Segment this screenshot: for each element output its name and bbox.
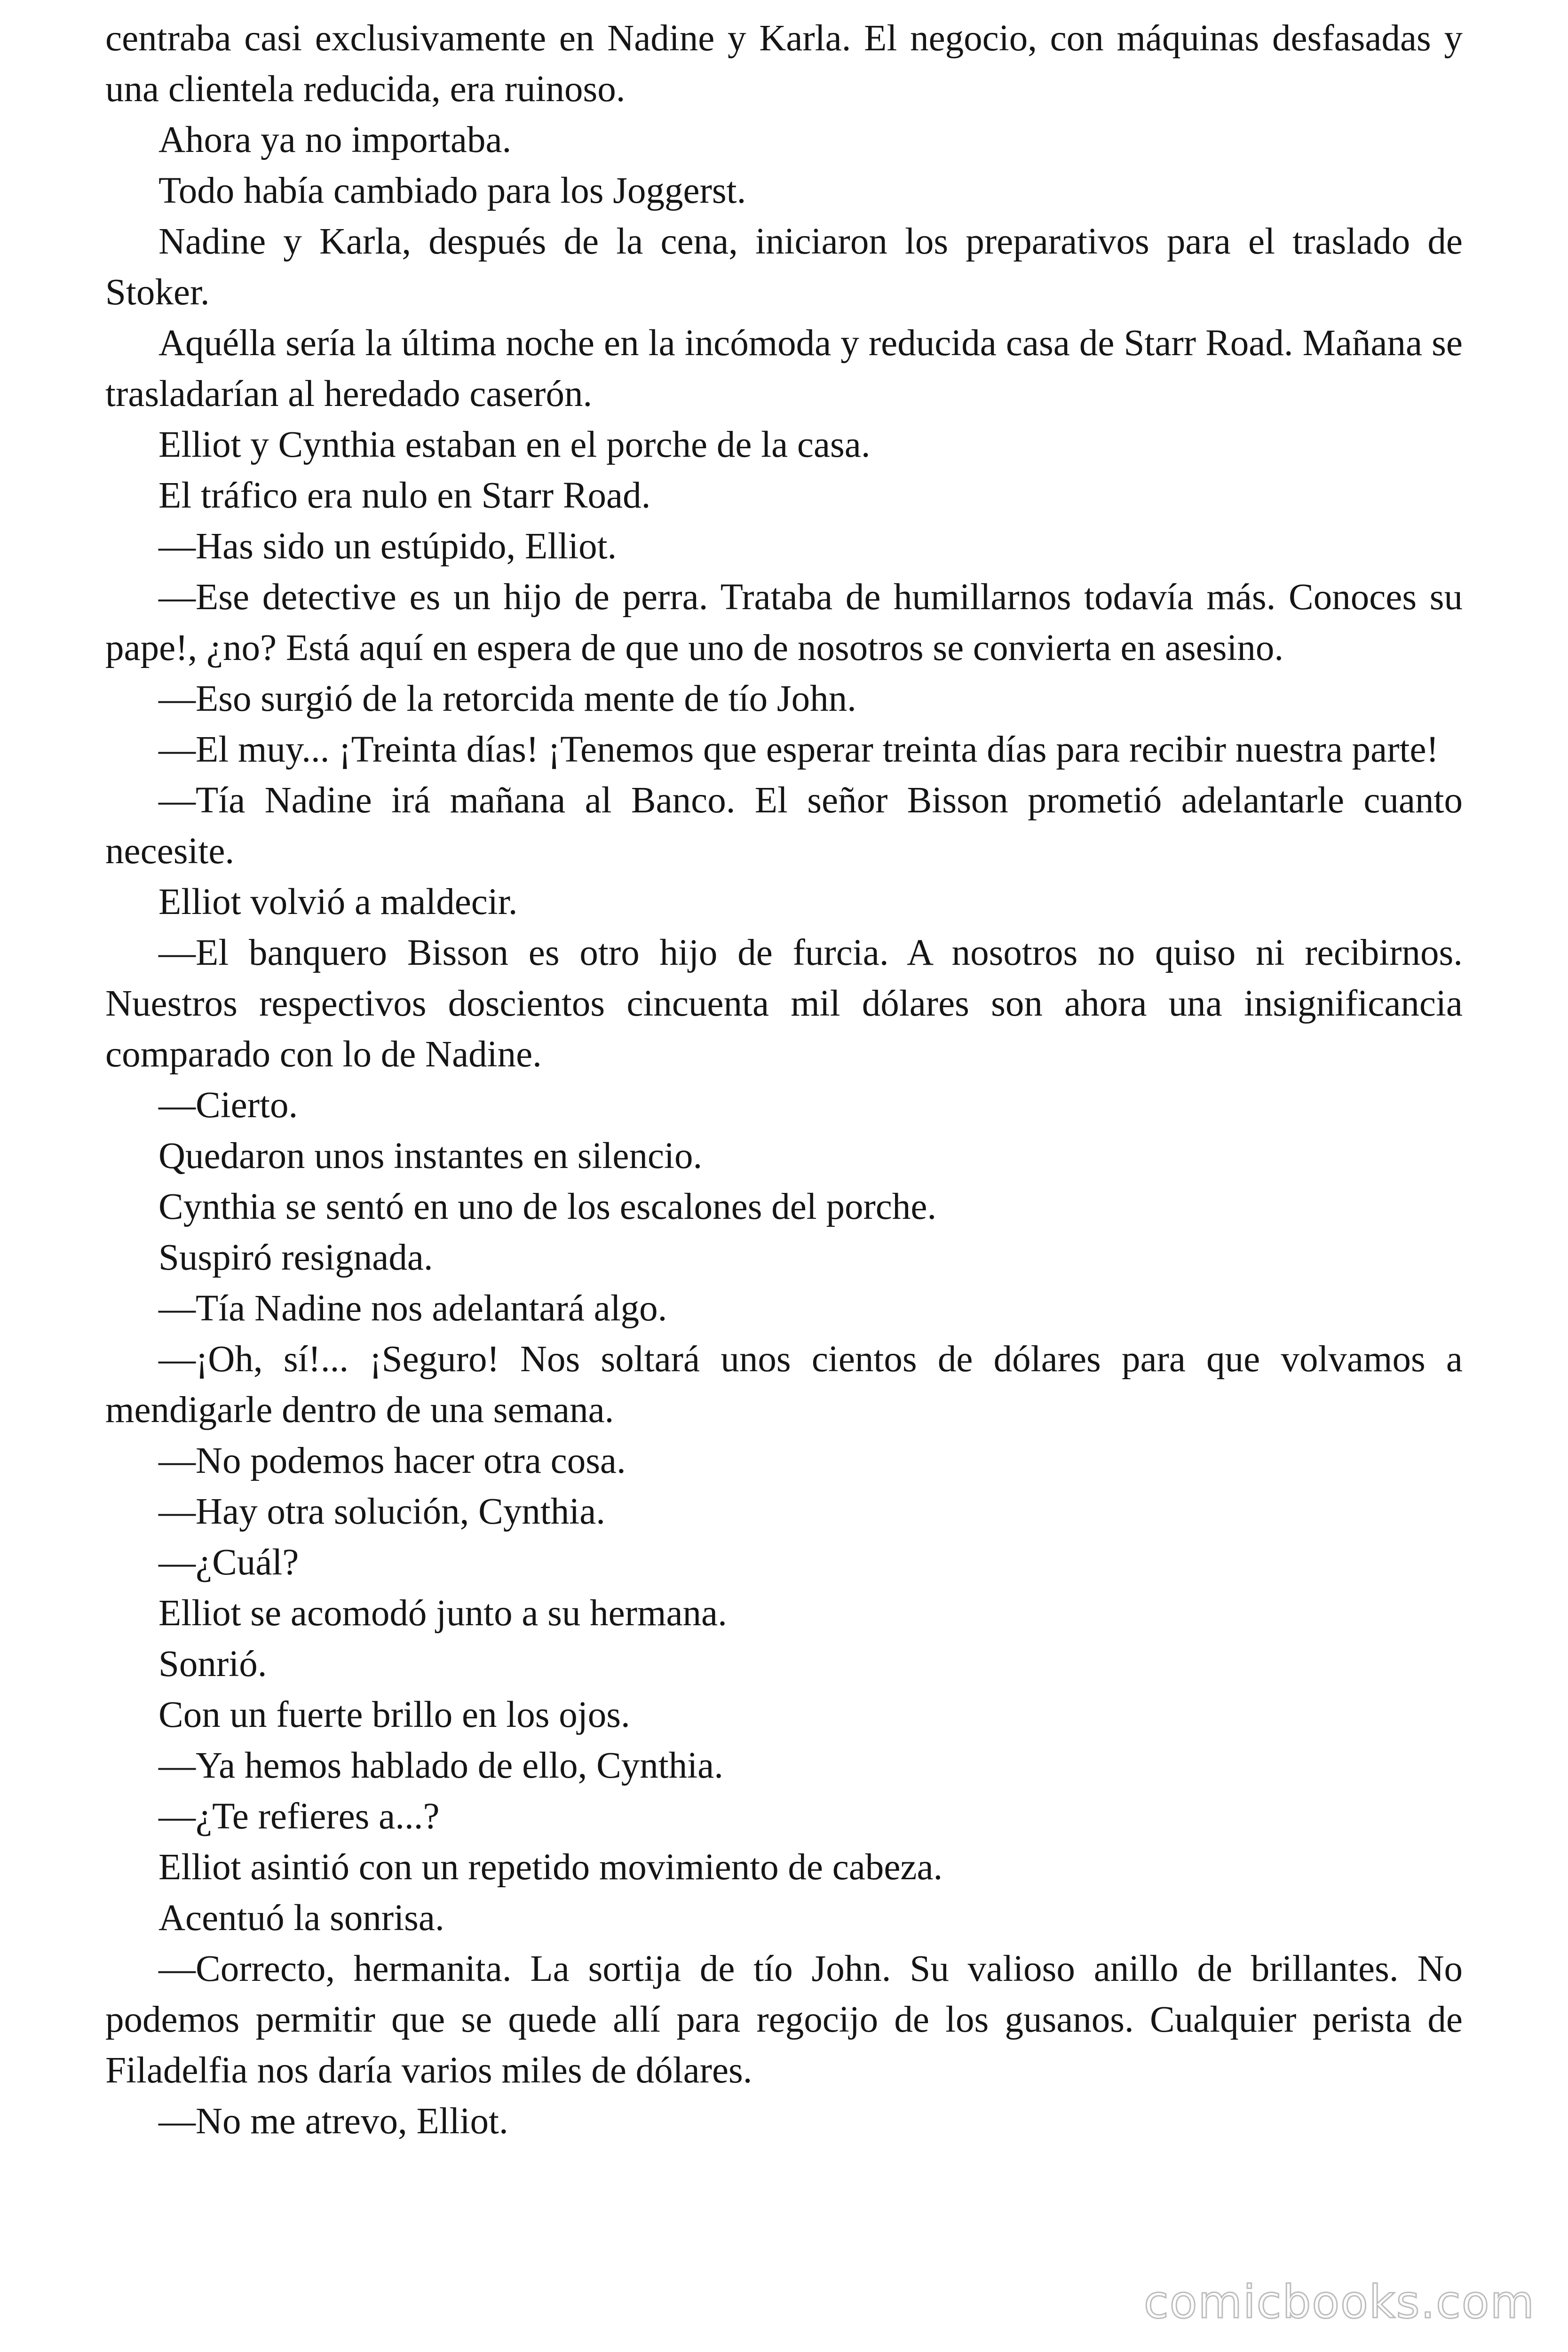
paragraph: Ahora ya no importaba. — [158, 119, 512, 160]
paragraph: Elliot asintió con un repetido movimiento de cabeza. — [158, 1847, 943, 1888]
paragraph: —Cierto. — [158, 1085, 298, 1126]
paragraph: Aquélla sería la última noche en la incómoda y reducida casa de Starr Road. Mañana se trasladarían al heredado caserón. — [105, 323, 1463, 414]
paragraph: —Hay otra solución, Cynthia. — [158, 1491, 606, 1532]
paragraph: —El muy... ¡Treinta días! ¡Tenemos que esperar treinta días para recibir nuestra parte! — [158, 729, 1439, 770]
paragraph: —Tía Nadine irá mañana al Banco. El señor Bisson prometió adelantarle cuanto necesite. — [105, 780, 1463, 872]
paragraph: —No me atrevo, Elliot. — [158, 2101, 508, 2142]
paragraph: —Tía Nadine nos adelantará algo. — [158, 1288, 667, 1329]
paragraph: Elliot se acomodó junto a su hermana. — [158, 1593, 727, 1634]
paragraph: —Eso surgió de la retorcida mente de tío John. — [158, 678, 856, 719]
paragraph: —Correcto, hermanita. La sortija de tío John. Su valioso anillo de brillantes. No podemos permitir que se quede allí para regocijo de los gusanos. Cualquier perista de Filadelfia nos daría varios miles de dólares. — [105, 1948, 1463, 2091]
paragraph: Elliot volvió a maldecir. — [158, 882, 518, 922]
paragraph: Nadine y Karla, después de la cena, iniciaron los preparativos para el traslado de Stoker. — [105, 221, 1463, 313]
paragraph: —¡Oh, sí!... ¡Seguro! Nos soltará unos cientos de dólares para que volvamos a mendigarle dentro de una semana. — [105, 1339, 1463, 1430]
paragraph: —Ya hemos hablado de ello, Cynthia. — [158, 1745, 723, 1786]
paragraph: Con un fuerte brillo en los ojos. — [158, 1694, 630, 1735]
paragraph: Todo había cambiado para los Joggerst. — [158, 170, 746, 211]
paragraph: Cynthia se sentó en uno de los escalones del porche. — [158, 1186, 937, 1227]
paragraph: —El banquero Bisson es otro hijo de furcia. A nosotros no quiso ni recibirnos. Nuestros respectivos doscientos cincuenta mil dólares son ahora una insignificancia comparado con lo de Nadine. — [105, 932, 1463, 1075]
paragraph: Elliot y Cynthia estaban en el porche de la casa. — [158, 424, 871, 465]
paragraph: El tráfico era nulo en Starr Road. — [158, 475, 651, 516]
paragraph: —¿Te refieres a...? — [158, 1796, 440, 1837]
paragraph: Quedaron unos instantes en silencio. — [158, 1136, 703, 1176]
body-text — [105, 13, 1463, 2147]
paragraph: —Ese detective es un hijo de perra. Trataba de humillarnos todavía más. Conoces su pape!, ¿no? Está aquí en espera de que uno de nosotros se convierta en asesino. — [105, 577, 1463, 668]
paragraph: —¿Cuál? — [158, 1542, 299, 1583]
watermark: comicbooks.com — [1143, 2276, 1535, 2328]
paragraph: Acentuó la sonrisa. — [158, 1898, 444, 1939]
paragraph: Suspiró resignada. — [158, 1237, 433, 1278]
paragraph: —Has sido un estúpido, Elliot. — [158, 526, 617, 567]
paragraph: centraba casi exclusivamente en Nadine y Karla. El negocio, con máquinas desfasadas y una clientela reducida, era ruinoso. — [105, 18, 1463, 110]
paragraph: —No podemos hacer otra cosa. — [158, 1440, 626, 1481]
paragraph: Sonrió. — [158, 1644, 267, 1685]
